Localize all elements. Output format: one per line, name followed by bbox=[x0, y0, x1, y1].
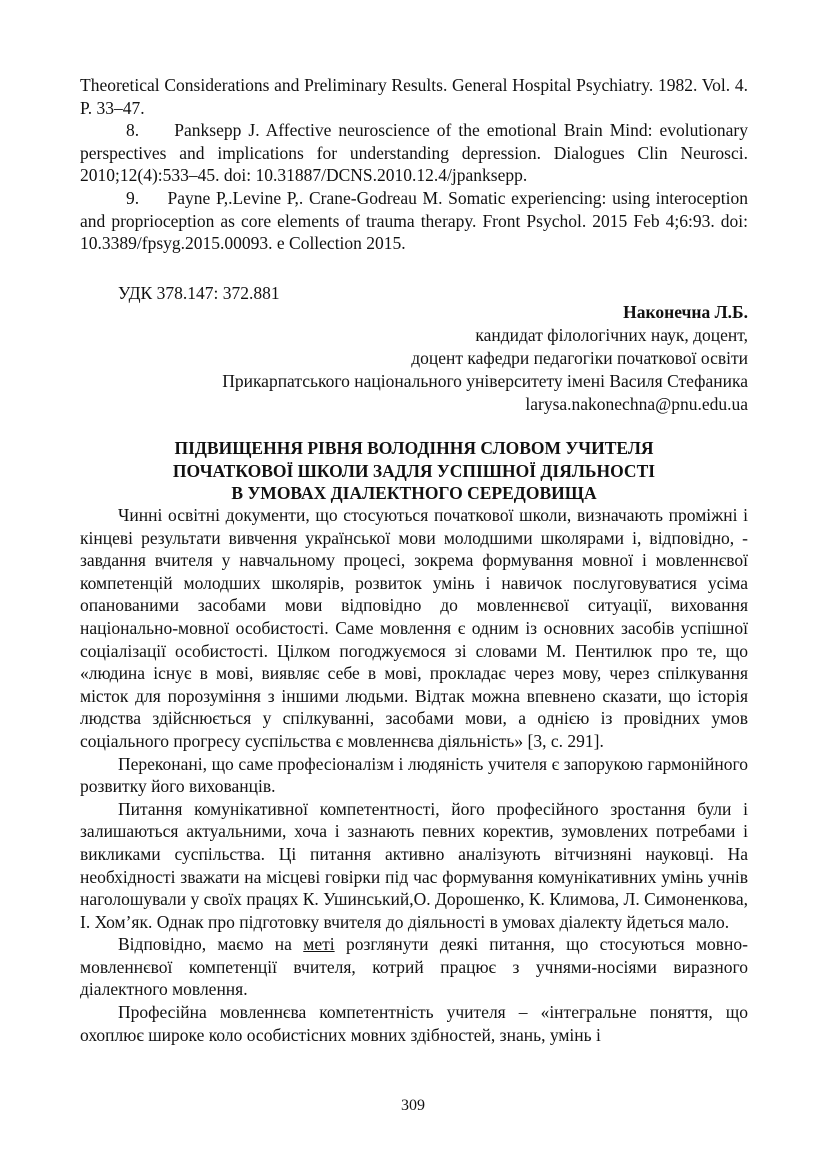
reference-list bbox=[80, 74, 748, 255]
author-university: Прикарпатського національного університету імені Василя Стефаника bbox=[222, 371, 748, 391]
paragraph-4 bbox=[80, 933, 748, 1001]
author-name: Наконечна Л.Б. bbox=[623, 302, 748, 322]
article-title bbox=[80, 437, 748, 505]
underlined-word-goal: меті bbox=[303, 934, 335, 955]
paragraph-3: Питання комунікативної компетентності, його професійного зростання були і залишаються актуальними, хоча і зазнають певних коректив, зумовлених потребами і викликами суспільства. Ці питання активно аналізують вітчизняні науковці. На необхідності зважати на місцеві говірки під час формування комунікативних умінь учнів наголошували у своїх працях К. Ушинський,О. Дорошенко, К. Климова, Л. Симоненкова, І. Хом’як. Однак про підготовку вчителя до діяльності в умовах діалекту йдеться мало. bbox=[80, 798, 748, 932]
udk-code: УДК 378.147: 372.881 bbox=[118, 283, 280, 303]
paragraph-5: Професійна мовленнєва компетентність учителя – «інтегральне поняття, що охоплює широке коло особистісних мовних здібностей, знань, умінь і bbox=[80, 1002, 748, 1045]
reference-9: 9. Payne P,.Levine P,. Crane-Godreau M. Somatic experiencing: using interoception and proprioception as core elements of trauma therapy. Front Psychol. 2015 Feb 4;6:93. doi: 10.3389/fpsyg.2015.00093. e Collection 2015. bbox=[80, 187, 748, 254]
page-number: 309 bbox=[401, 1097, 425, 1114]
author-degree: кандидат філологічних наук, доцент, bbox=[475, 325, 748, 345]
paragraph-4-start: Відповідно, маємо на bbox=[118, 934, 304, 955]
author-block bbox=[80, 301, 748, 416]
title-line-3: В УМОВАХ ДІАЛЕКТНОГО СЕРЕДОВИЩА bbox=[231, 483, 597, 504]
title-line-1: ПІДВИЩЕННЯ РІВНЯ ВОЛОДІННЯ СЛОВОМ УЧИТЕЛЯ bbox=[174, 438, 654, 458]
article-body bbox=[80, 504, 748, 1046]
reference-8: 8. Panksepp J. Affective neuroscience of the emotional Brain Mind: evolutionary perspectives and implications for understanding depression. Dialogues Clin Neurosci. 2010;12(4):533–45. doi: 10.31887/DCNS.2010.12.4/jpanksepp. bbox=[80, 120, 748, 186]
author-email: larysa.nakonechna@pnu.edu.ua bbox=[525, 394, 748, 414]
reference-7-continuation: Theoretical Considerations and Preliminary Results. General Hospital Psychiatry. 1982. Vol. 4. P. 33–47. bbox=[80, 75, 748, 118]
author-position: доцент кафедри педагогіки початкової освіти bbox=[411, 348, 748, 368]
paragraph-2: Переконані, що саме професіоналізм і людяність учителя є запорукою гармонійного розвитку його вихованців. bbox=[80, 753, 748, 797]
paragraph-4-end: розглянути деякі питання, що стосуються мовно-мовленнєвої компетенції вчителя, котрий працює з учнями-носіями виразного діалектного мовлення. bbox=[80, 934, 748, 1000]
title-line-2: ПОЧАТКОВОЇ ШКОЛИ ЗАДЛЯ УСПІШНОЇ ДІЯЛЬНОСТІ bbox=[172, 460, 656, 481]
paragraph-1: Чинні освітні документи, що стосуються початкової школи, визначають проміжні і кінцеві результати вивчення української мови молодшими школярами і, відповідно, - завдання вчителя у навчальному процесі, зокрема формування мовної і мовленнєвої компетенцій молодших школярів, розвиток умінь і навичок послуговуватися усіма опанованими засобами мови відповідно до мовленнєвої ситуації, виховання національно-мовної особистості. Саме мовлення є одним із основних засобів успішної соціалізації особистості. Цілком погоджуємося зі словами М. Пентилюк про те, що «людина існує в мові, виявляє себе в мові, прокладає через мову, через спілкування місток для порозуміння з іншими людьми. Відтак можна впевнено сказати, що історія людства здійснюється у спілкуванні, засобами мови, а однією із провідних умов соціального прогресу суспільства є мовленнєва діяльність» [3, с. 291]. bbox=[80, 505, 748, 751]
